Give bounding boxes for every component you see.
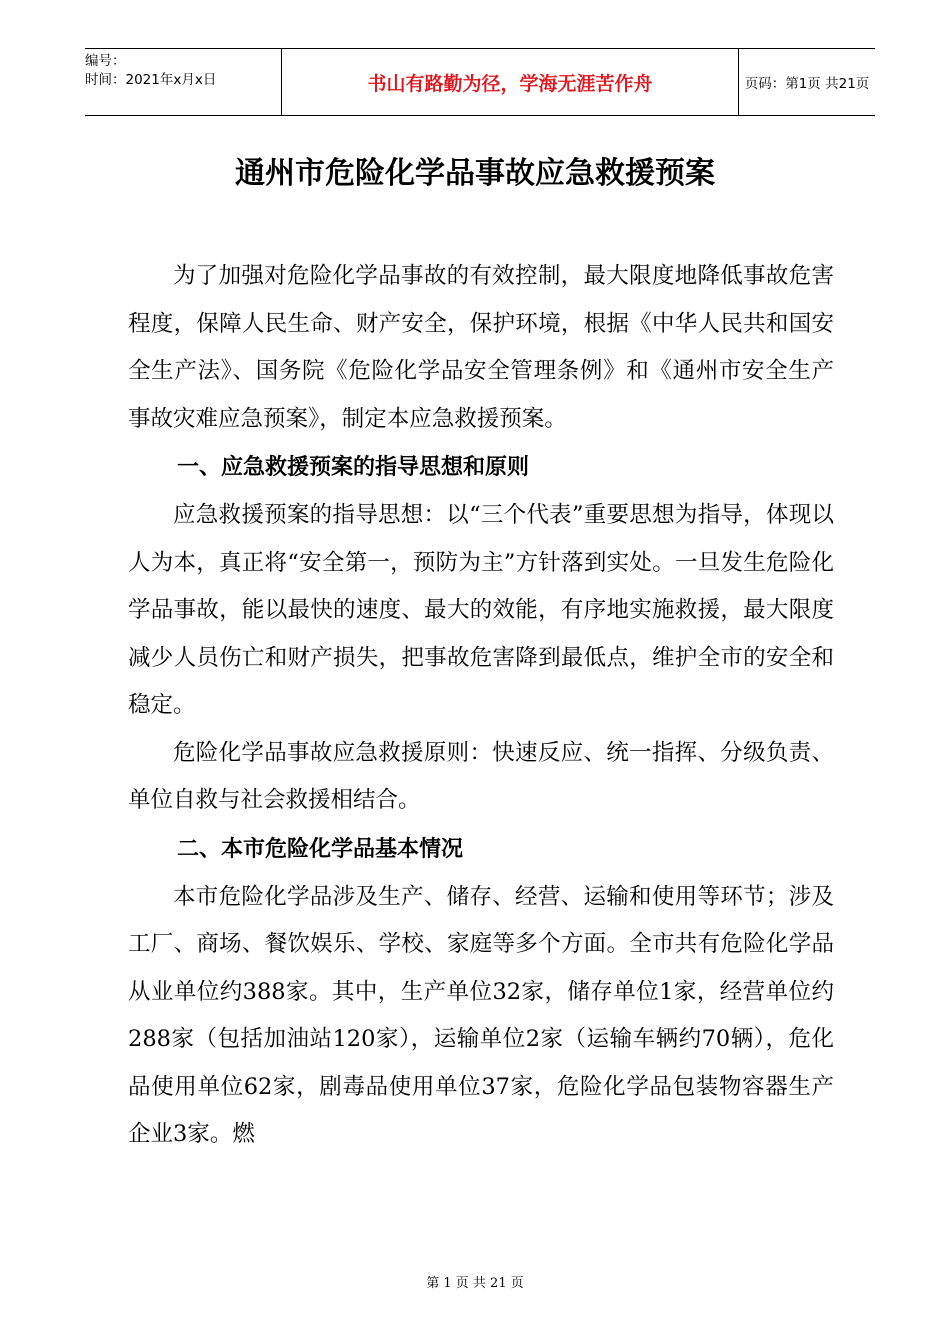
intro-paragraph: 为了加强对危险化学品事故的有效控制，最大限度地降低事故危害程度，保障人民生命、财产安全，保护环境，根据《中华人民共和国安全生产法》、国务院《危险化学品安全管理条例》和《通州市安全生产事故灾难应急预案》，制定本应急救援预案。 — [128, 263, 834, 432]
document-title: 通州市危险化学品事故应急救援预案 — [235, 156, 715, 191]
section1-paragraph-1: 应急救援预案的指导思想：以“三个代表”重要思想为指导，体现以人为本，真正将“安全第一，预防为主”方针落到实处。一旦发生危险化学品事故，能以最快的速度、最大的效能，有序地实施救援，最大限度减少人员伤亡和财产损失，把事故危害降到最低点，维护全市的安全和稳定。 — [128, 502, 834, 718]
section-heading-1: 一、应急救援预案的指导思想和原则 — [177, 455, 530, 480]
document-header — [85, 48, 875, 116]
header-motto: 书山有路勤为径，学海无涯苦作舟 — [281, 49, 739, 115]
header-meta — [85, 49, 281, 115]
section2-paragraph-1: 本市危险化学品涉及生产、储存、经营、运输和使用等环节；涉及工厂、商场、餐饮娱乐、学校、家庭等多个方面。全市共有危险化学品从业单位约388家。其中，生产单位32家，储存单位1家，经营单位约288家（包括加油站120家），运输单位2家（运输车辆约70辆），危化品使用单位62家，剧毒品使用单位37家，危险化学品包装物容器生产企业3家。燃 — [128, 883, 834, 1147]
page-footer: 第 1 页 共 21 页 — [426, 1276, 524, 1291]
section-heading-2: 二、本市危险化学品基本情况 — [177, 836, 464, 862]
document-time-label: 时间：2021年x月x日 — [85, 72, 217, 88]
section1-paragraph-2: 危险化学品事故应急救援原则：快速反应、统一指挥、分级负责、单位自救与社会救援相结合。 — [128, 739, 834, 813]
document-number-label: 编号： — [85, 53, 126, 69]
document-body — [128, 253, 834, 1159]
header-page-info: 页码：第1页 共21页 — [744, 76, 870, 92]
